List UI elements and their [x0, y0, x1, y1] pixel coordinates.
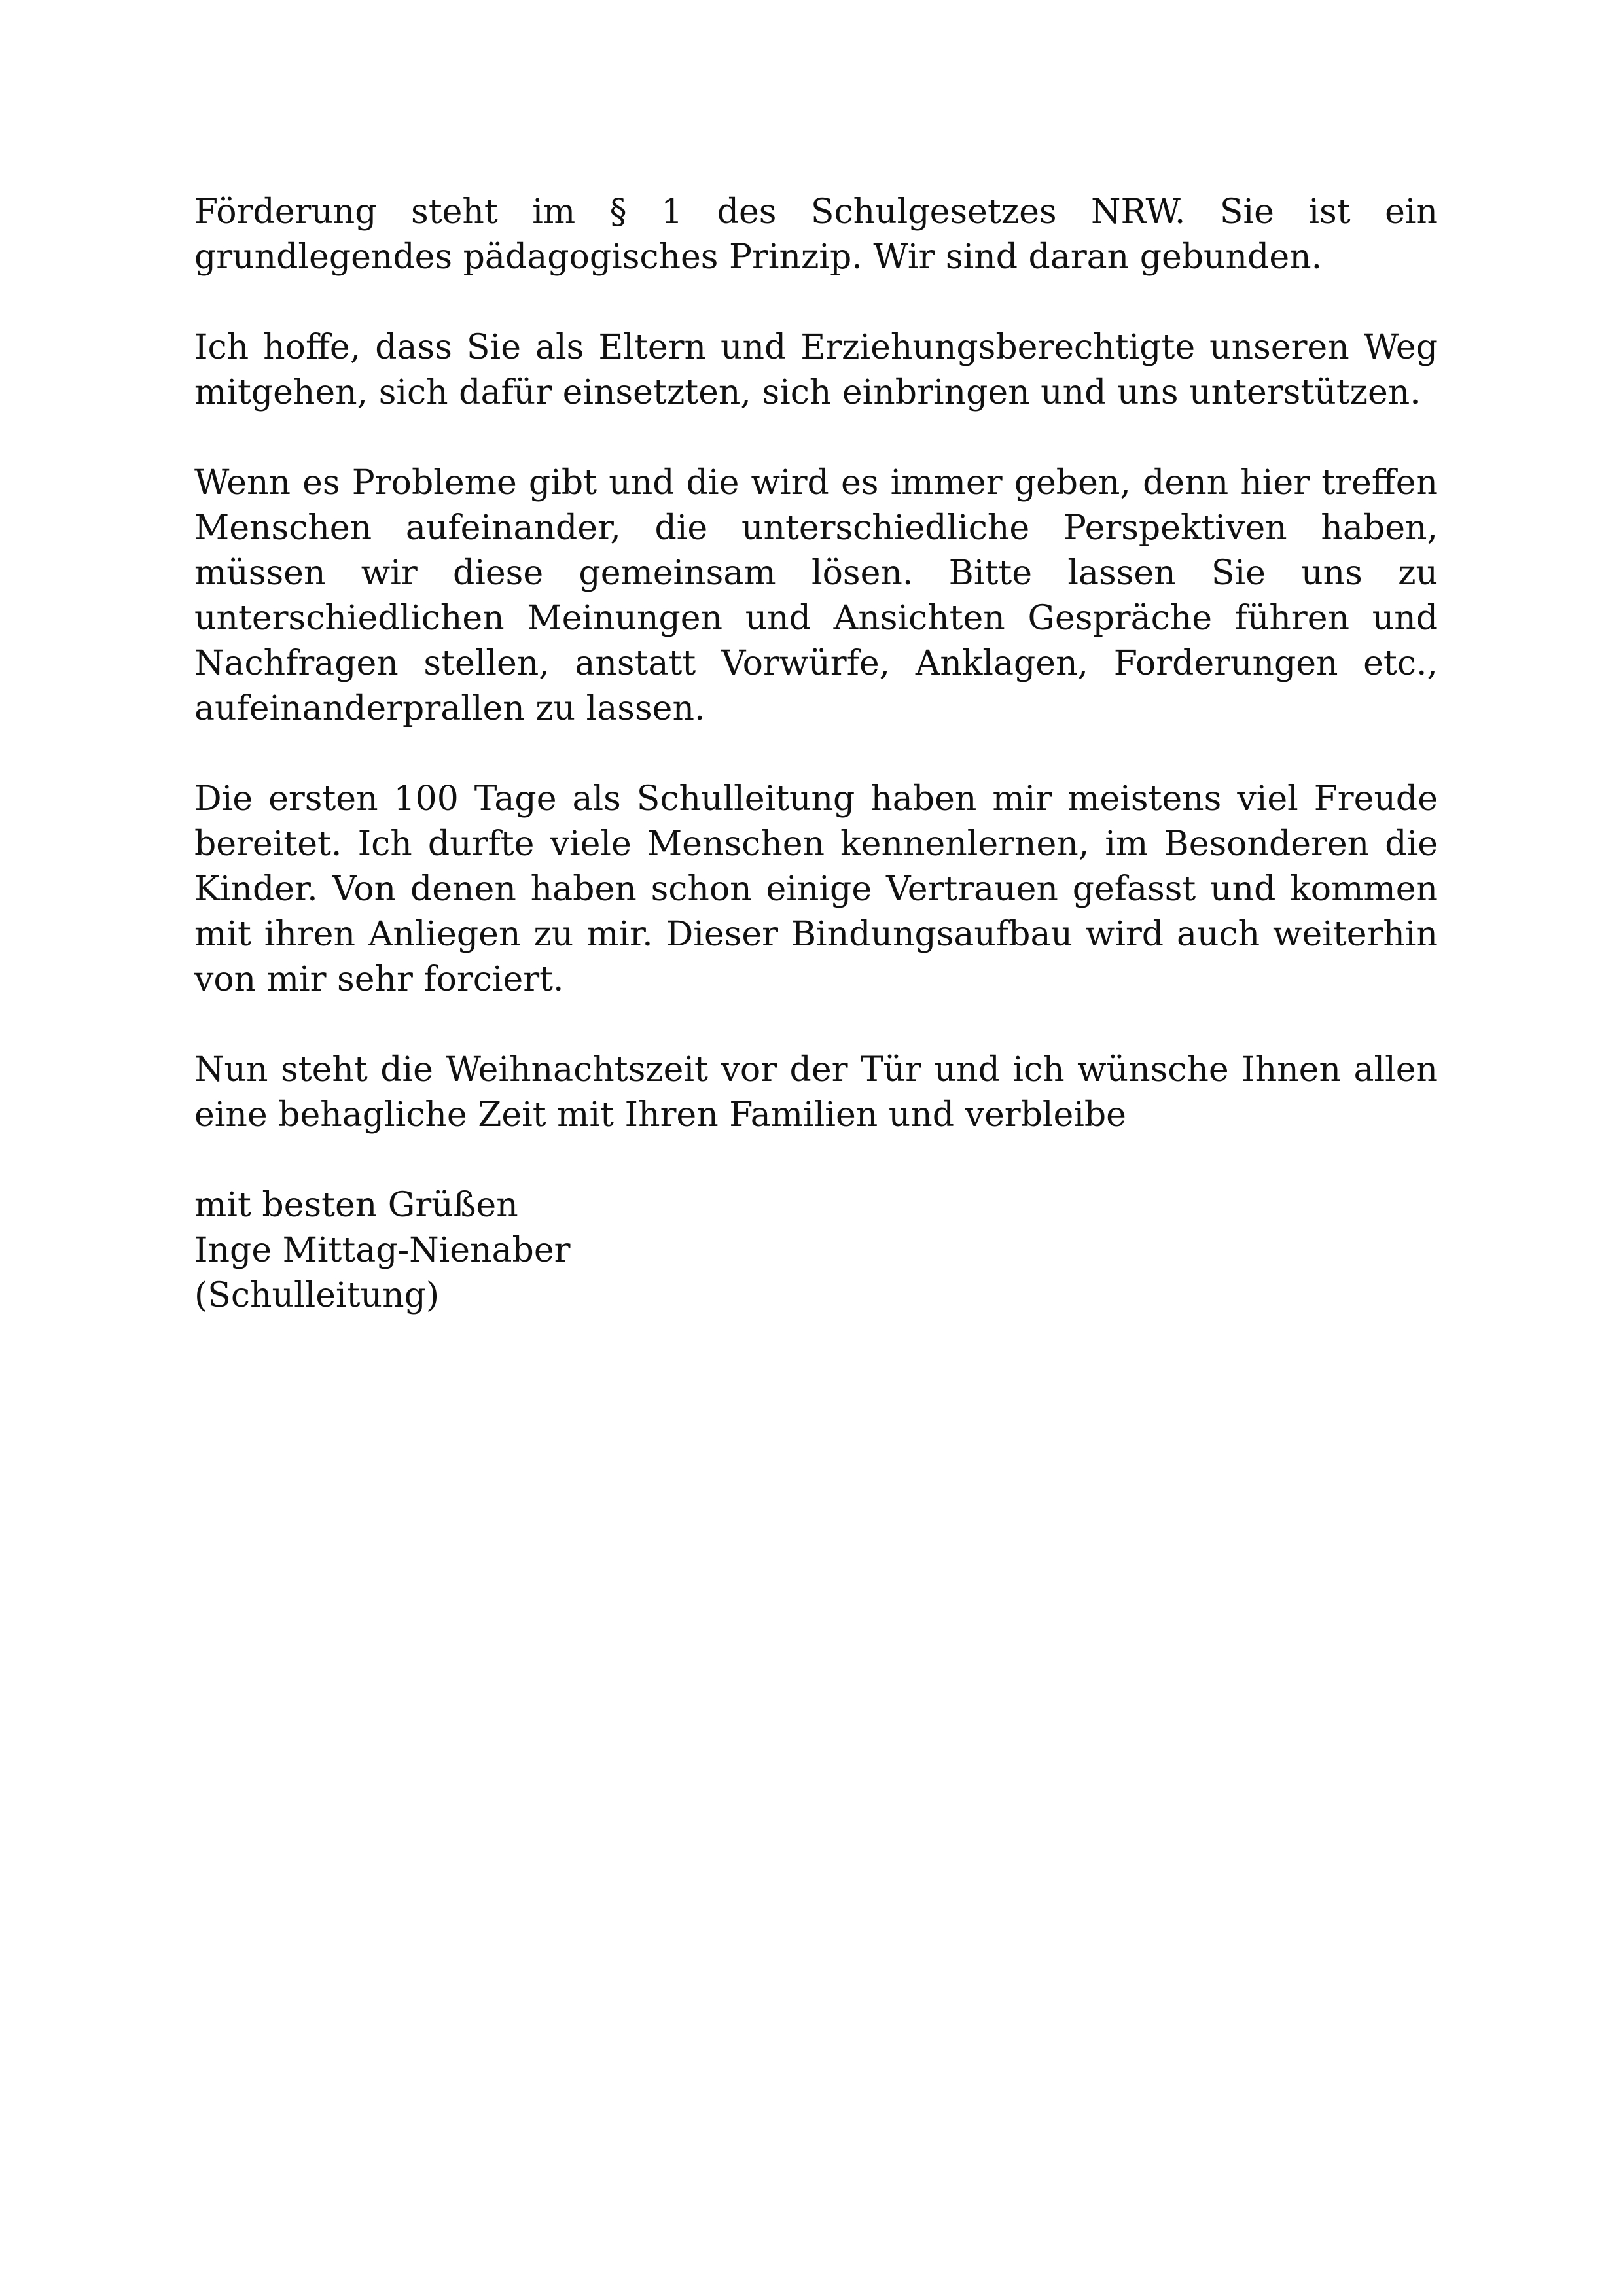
letter-body — [194, 190, 1438, 1318]
signature-block — [194, 1183, 1438, 1318]
paragraph-eltern: Ich hoffe, dass Sie als Eltern und Erziehungsberechtigte unseren Weg mitgehen, sich dafür einsetzten, sich einbringen und uns unterstützen. — [194, 328, 1438, 412]
signer-role: (Schulleitung) — [194, 1276, 440, 1315]
signer-name: Inge Mittag-Nienaber — [194, 1231, 571, 1270]
paragraph-probleme: Wenn es Probleme gibt und die wird es immer geben, denn hier treffen Menschen aufeinander, die unterschiedliche Perspektiven haben, müssen wir diese gemeinsam lösen. Bitte lassen Sie uns zu unterschiedlichen Meinungen und Ansichten Gespräche führen und Nachfragen stellen, anstatt Vorwürfe, Anklagen, Forderungen etc., aufeinanderprallen zu lassen. — [194, 463, 1438, 728]
paragraph-weihnachtszeit: Nun steht die Weihnachtszeit vor der Tür und ich wünsche Ihnen allen eine behagliche Zeit mit Ihren Familien und verbleibe — [194, 1050, 1438, 1135]
paragraph-foerderung: Förderung steht im § 1 des Schulgesetzes NRW. Sie ist ein grundlegendes pädagogisches Prinzip. Wir sind daran gebunden. — [194, 192, 1438, 277]
closing-greeting: mit besten Grüßen — [194, 1186, 518, 1225]
paragraph-100-tage: Die ersten 100 Tage als Schulleitung haben mir meistens viel Freude bereitet. Ich durfte viele Menschen kennenlernen, im Besonderen die Kinder. Von denen haben schon einige Vertrauen gefasst und kommen mit ihren Anliegen zu mir. Dieser Bindungsaufbau wird auch weiterhin von mir sehr forciert. — [194, 779, 1438, 999]
